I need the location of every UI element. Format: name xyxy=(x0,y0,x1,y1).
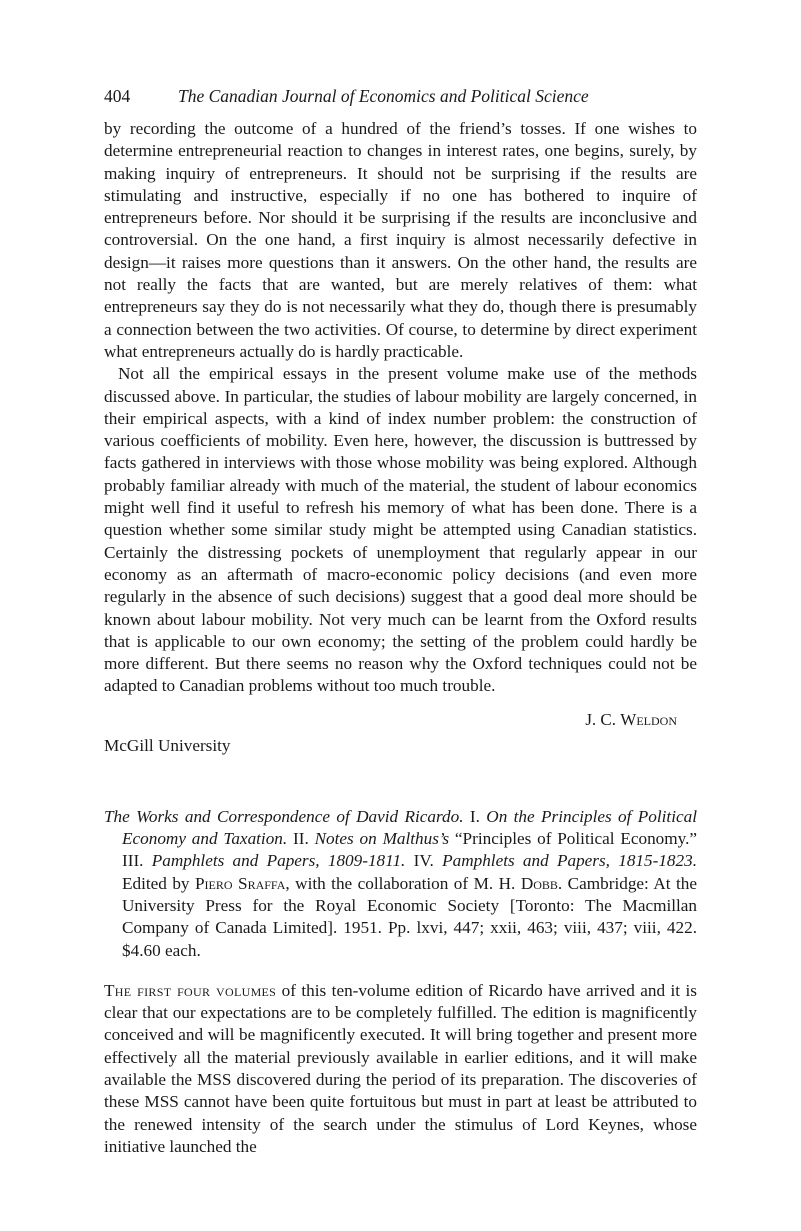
review-text: of this ten-volume edition of Ricardo have arrived and it is clear that our expectations are to be completely fulfilled. The edition is magnificently conceived and will be magnificently executed. It will bring together and present more effectively all the material previously available in earlier editions, and it will make available the MSS discovered during the period of its preparation. The discoveries of these MSS cannot have been quite fortuitous but must in part at least be attributed to the renewed intensity of the search under the stimulus of Lord Keynes, whose initiative launched the xyxy=(104,980,697,1156)
citation-publisher: . Cambridge: At the University Press for the Royal Economic Society [Toronto: The Macmillan Company of Canada Limited]. 1951. Pp. lxvi, 447; xxii, 463; viii, 437; viii, 422. $4.60 each. xyxy=(122,873,697,960)
reviewer-affiliation: McGill University xyxy=(104,735,231,755)
body-paragraph-2: Not all the empirical essays in the present volume make use of the methods discussed above. In particular, the studies of labour mobility are largely concerned, in their empirical aspects, with a kind of index number problem: the construction of various coefficients of mobility. Even here, however, the discussion is buttressed by facts gathered in interviews with those whose mobility was being explored. Although probably familiar already with much of the material, the student of labour economics might well find it useful to refresh his memory of what has been done. There is a question whether some similar study might be attempted using Canadian statistics. Certainly the distressing pockets of unemployment that regularly appear in our economy as an aftermath of macro-economic policy decisions (and even more regularly in the absence of such decisions) suggest that a good deal more should be known about labour mobility. Not very much can be learnt from the Oxford results that is applicable to our own economy; the setting of the problem could hardly be more different. But there seems no reason why the Oxford techniques could not be adapted to Canadian problems without too much trouble. xyxy=(104,364,697,696)
citation-editor: Piero Sraffa xyxy=(195,873,286,893)
citation-edited-by: Edited by xyxy=(122,873,195,893)
running-head xyxy=(104,84,697,108)
review-lead-in: The first four volumes xyxy=(104,980,277,1000)
book-citation xyxy=(104,806,697,962)
review-paragraph xyxy=(104,980,697,1158)
citation-vol-1-title: On the Principles of Political Economy and Taxation. xyxy=(122,806,697,849)
citation-title: The Works and Correspondence of David Ricardo. xyxy=(104,806,464,826)
page xyxy=(104,84,697,1158)
citation-collab: , with the collaboration of M. H. xyxy=(285,873,521,893)
citation-vol-4-num: IV. xyxy=(405,851,443,871)
citation-vol-2-title: Notes on Malthus’s xyxy=(314,829,450,849)
body-paragraph-1: by recording the outcome of a hundred of the friend’s tosses. If one wishes to determine entrepreneurial reaction to changes in interest rates, one begins, surely, by making inquiry of entrepreneurs. It should not be surprising if the results are stimulating and instructive, especially if no one has bothered to inquire of entrepreneurs before. Nor should it be surprising if the results are inconclusive and controversial. On the one hand, a first inquiry is almost necessarily defective in design—it raises more questions than it answers. On the other hand, the results are not really the facts that are wanted, but are merely relatives of them: what entrepreneurs say they do is not necessarily what they do, though there is presumably a connection between the two activities. Of course, to determine by direct experiment what entrepreneurs actually do is hardly practicable. xyxy=(104,119,697,361)
citation-vol-2-quote: “Principles of Political Economy.” III. xyxy=(122,829,698,871)
citation-vol-2-num: II. xyxy=(287,829,315,849)
reviewer-surname: Weldon xyxy=(620,709,677,729)
citation-collaborator: Dobb xyxy=(520,873,558,893)
citation-vol-1-num: I. xyxy=(463,806,487,826)
reviewer-initials: J. C. xyxy=(585,709,621,729)
page-number: 404 xyxy=(104,86,131,106)
journal-title: The Canadian Journal of Economics and Political Science xyxy=(178,86,589,106)
reviewer-signature xyxy=(104,708,697,732)
citation-vol-3-title: Pamphlets and Papers, 1809-1811. xyxy=(151,851,406,871)
citation-vol-4-title: Pamphlets and Papers, 1815-1823. xyxy=(442,851,698,871)
